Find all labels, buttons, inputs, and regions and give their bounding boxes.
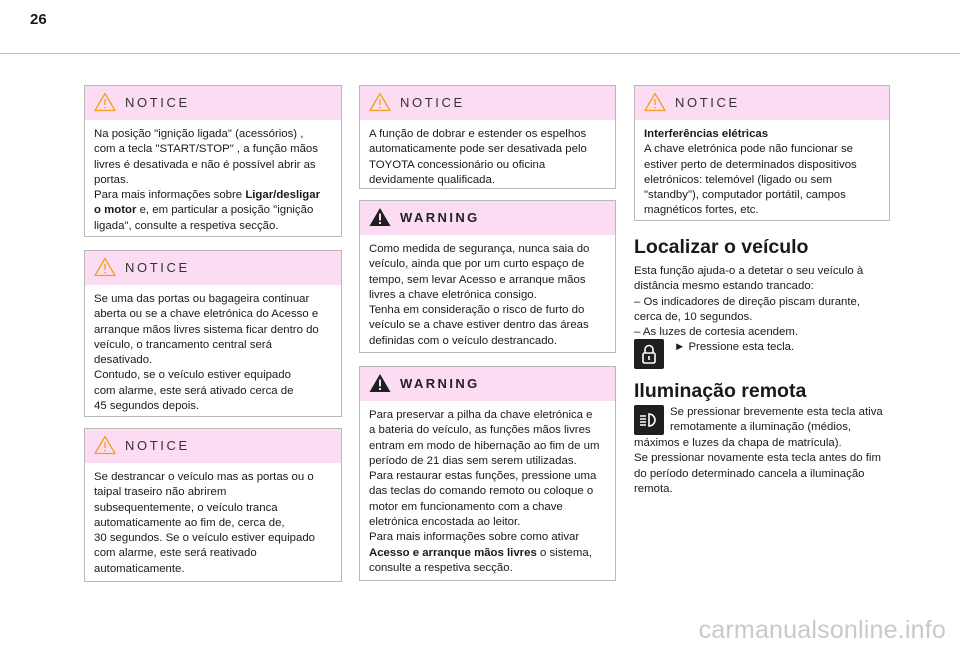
watermark: carmanualsonline.info [698, 616, 946, 644]
text-line: A função de dobrar e estender os espelhos [369, 128, 587, 140]
text-line: definidas com o veículo destrancado. [369, 334, 558, 347]
text-line: portas. [94, 173, 129, 186]
text-line: Na posição "ignição ligada" (acessórios) , [94, 128, 304, 140]
notice-header [635, 86, 889, 120]
text-line: com alarme, este será ativado cerca de [94, 384, 294, 397]
text-line: tempo, sem levar Acesso e arranque mãos [369, 273, 586, 286]
section-heading-locate-vehicle: Localizar o veículo [634, 236, 809, 258]
notice-body [360, 120, 615, 196]
remote-lighting-intro [670, 405, 894, 436]
notice-header [360, 86, 615, 120]
warning-title: WARNING [400, 210, 480, 225]
text-line: Como medida de segurança, nunca saia do [369, 243, 590, 255]
top-divider [0, 53, 960, 54]
text-line: Para preservar a pilha da chave eletrónica e [369, 409, 593, 421]
notice-header [85, 251, 341, 285]
notice-title: NOTICE [125, 438, 190, 453]
notice-box-ignition [84, 85, 342, 237]
text-line: 45 segundos depois. [94, 400, 200, 413]
caution-outline-icon [369, 92, 391, 112]
press-key-instruction: ► Pressione esta tecla. [674, 341, 795, 353]
text-line: – Os indicadores de direção piscam durante, [634, 295, 861, 308]
text-line: Se destrancar o veículo mas as portas ou o [94, 471, 314, 483]
notice-title: NOTICE [675, 95, 740, 110]
text-line: livres é desativada e não é possível abrir as [94, 158, 316, 171]
text-line: Esta função ajuda-o a detetar o seu veículo à [634, 265, 864, 277]
text-line: do período determinado cancela a iluminação [634, 467, 865, 480]
text-line: distância mesmo estando trancado: [634, 280, 814, 293]
text-line: livres a chave eletrónica consigo. [369, 288, 537, 301]
text-line: Para mais informações sobre como ativar [369, 531, 580, 544]
text-line: ligada", consulte a respetiva secção. [94, 219, 279, 232]
notice-box-interference [634, 85, 890, 221]
text-line: a bateria do veículo, as funções mãos livres [369, 424, 591, 437]
text-line: devidamente qualificada. [369, 173, 496, 186]
bold-ref: Acesso e arranque mãos livres [369, 546, 537, 559]
text-line: A chave eletrónica pode não funcionar se [644, 143, 853, 156]
warning-header [360, 201, 615, 235]
text-line: eletrónicos: telemóvel (ligado ou sem [644, 173, 833, 186]
text-line: veículo se a chave estiver dentro das áreas [369, 319, 589, 332]
text-span: e, em particular a posição "ignição [136, 204, 314, 217]
warning-body [360, 401, 615, 584]
text-line: remota. [634, 482, 673, 495]
text-line: eletrónica encostada ao leitor. [369, 516, 521, 529]
text-line [94, 203, 332, 218]
notice-box-relock [84, 428, 342, 582]
headlight-key-glyph [634, 405, 664, 435]
notice-header [85, 86, 341, 120]
bold-ref: Ligar/desligar [245, 189, 321, 202]
warning-body [360, 235, 615, 357]
text-line: consulte a respetiva secção. [369, 561, 513, 574]
remote-lighting-text [634, 436, 896, 497]
page-number: 26 [30, 11, 47, 28]
text-line: Para restaurar estas funções, pressione uma [369, 470, 597, 483]
text-line: Se pressionar brevemente esta tecla ativa [670, 406, 883, 418]
headlight-key-icon [634, 405, 664, 435]
text-line [369, 546, 606, 561]
text-line: arranque mãos livres sistema ficar dentro do [94, 323, 319, 336]
notice-body [85, 120, 341, 242]
warning-filled-icon [369, 207, 391, 227]
text-line: Contudo, se o veículo estiver equipado [94, 369, 291, 382]
caution-outline-icon [94, 92, 116, 112]
notice-title: NOTICE [400, 95, 465, 110]
text-line: Se uma das portas ou bagageira continuar [94, 293, 310, 305]
notice-box-mirrors [359, 85, 616, 189]
text-line: aberta ou se a chave eletrónica do Acesso e [94, 308, 319, 321]
text-line: "standby"), computador portátil, campos [644, 189, 846, 202]
text-span: Para mais informações sobre [94, 189, 246, 202]
text-line: estiver perto de determinados dispositivos [644, 158, 857, 171]
text-span: o sistema, [536, 546, 592, 559]
notice-header [85, 429, 341, 463]
warning-header [360, 367, 615, 401]
notice-body [85, 463, 341, 585]
text-line [94, 188, 332, 203]
caution-outline-icon [644, 92, 666, 112]
text-line: TOYOTA concessionário ou oficina [369, 158, 546, 171]
notice-body [85, 285, 341, 422]
text-line: desativado. [94, 354, 153, 367]
text-line: remotamente a iluminação (médios, [670, 421, 852, 434]
notice-subheading: Interferências elétricas [644, 128, 769, 140]
bold-ref: o motor [94, 204, 137, 217]
text-line: com alarme, este será reativado [94, 547, 257, 560]
text-line: veículo, ainda que por um curto espaço de [369, 258, 585, 271]
text-line: Se pressionar novamente esta tecla antes do fim [634, 452, 881, 465]
text-line: motor em funcionamento com a chave [369, 500, 563, 513]
notice-title: NOTICE [125, 260, 190, 275]
text-line: taipal traseiro não abrirem [94, 486, 227, 499]
car-lock-key-icon [634, 339, 664, 369]
text-line: automaticamente pode ser desativada pelo [369, 143, 587, 156]
text-line: cerca de, 10 segundos. [634, 310, 753, 323]
warning-filled-icon [369, 373, 391, 393]
section-heading-remote-lighting: Iluminação remota [634, 380, 807, 402]
notice-box-doors-open [84, 250, 342, 417]
text-line: 30 segundos. Se o veículo estiver equipado [94, 532, 316, 545]
text-line: automaticamente. [94, 562, 185, 575]
text-line: Tenha em consideração o risco de furto do [369, 304, 585, 317]
text-line: – As luzes de cortesia acendem. [634, 326, 798, 339]
text-line: com a tecla "START/STOP" , a função mãos [94, 143, 318, 156]
warning-box-key-theft [359, 200, 616, 353]
text-line: subsequentemente, o veículo tranca [94, 501, 278, 514]
locate-vehicle-text [634, 264, 894, 340]
caution-outline-icon [94, 257, 116, 277]
text-line: automaticamente ao fim de, cerca de, [94, 516, 285, 529]
text-line: período de 21 dias sem serem utilizadas. [369, 454, 577, 467]
text-line: das teclas do comando remoto ou coloque o [369, 485, 594, 498]
caution-outline-icon [94, 435, 116, 455]
warning-box-hibernation [359, 366, 616, 581]
car-lock-key-glyph [634, 339, 664, 369]
notice-body [635, 120, 889, 227]
warning-title: WARNING [400, 376, 480, 391]
text-line: máximos e luzes da chapa de matrícula). [634, 437, 842, 449]
notice-title: NOTICE [125, 95, 190, 110]
text-line: veículo, o trancamento central será [94, 338, 272, 351]
text-line: entram em modo de hibernação ao fim de um [369, 439, 600, 452]
text-line: magnéticos fortes, etc. [644, 204, 759, 217]
